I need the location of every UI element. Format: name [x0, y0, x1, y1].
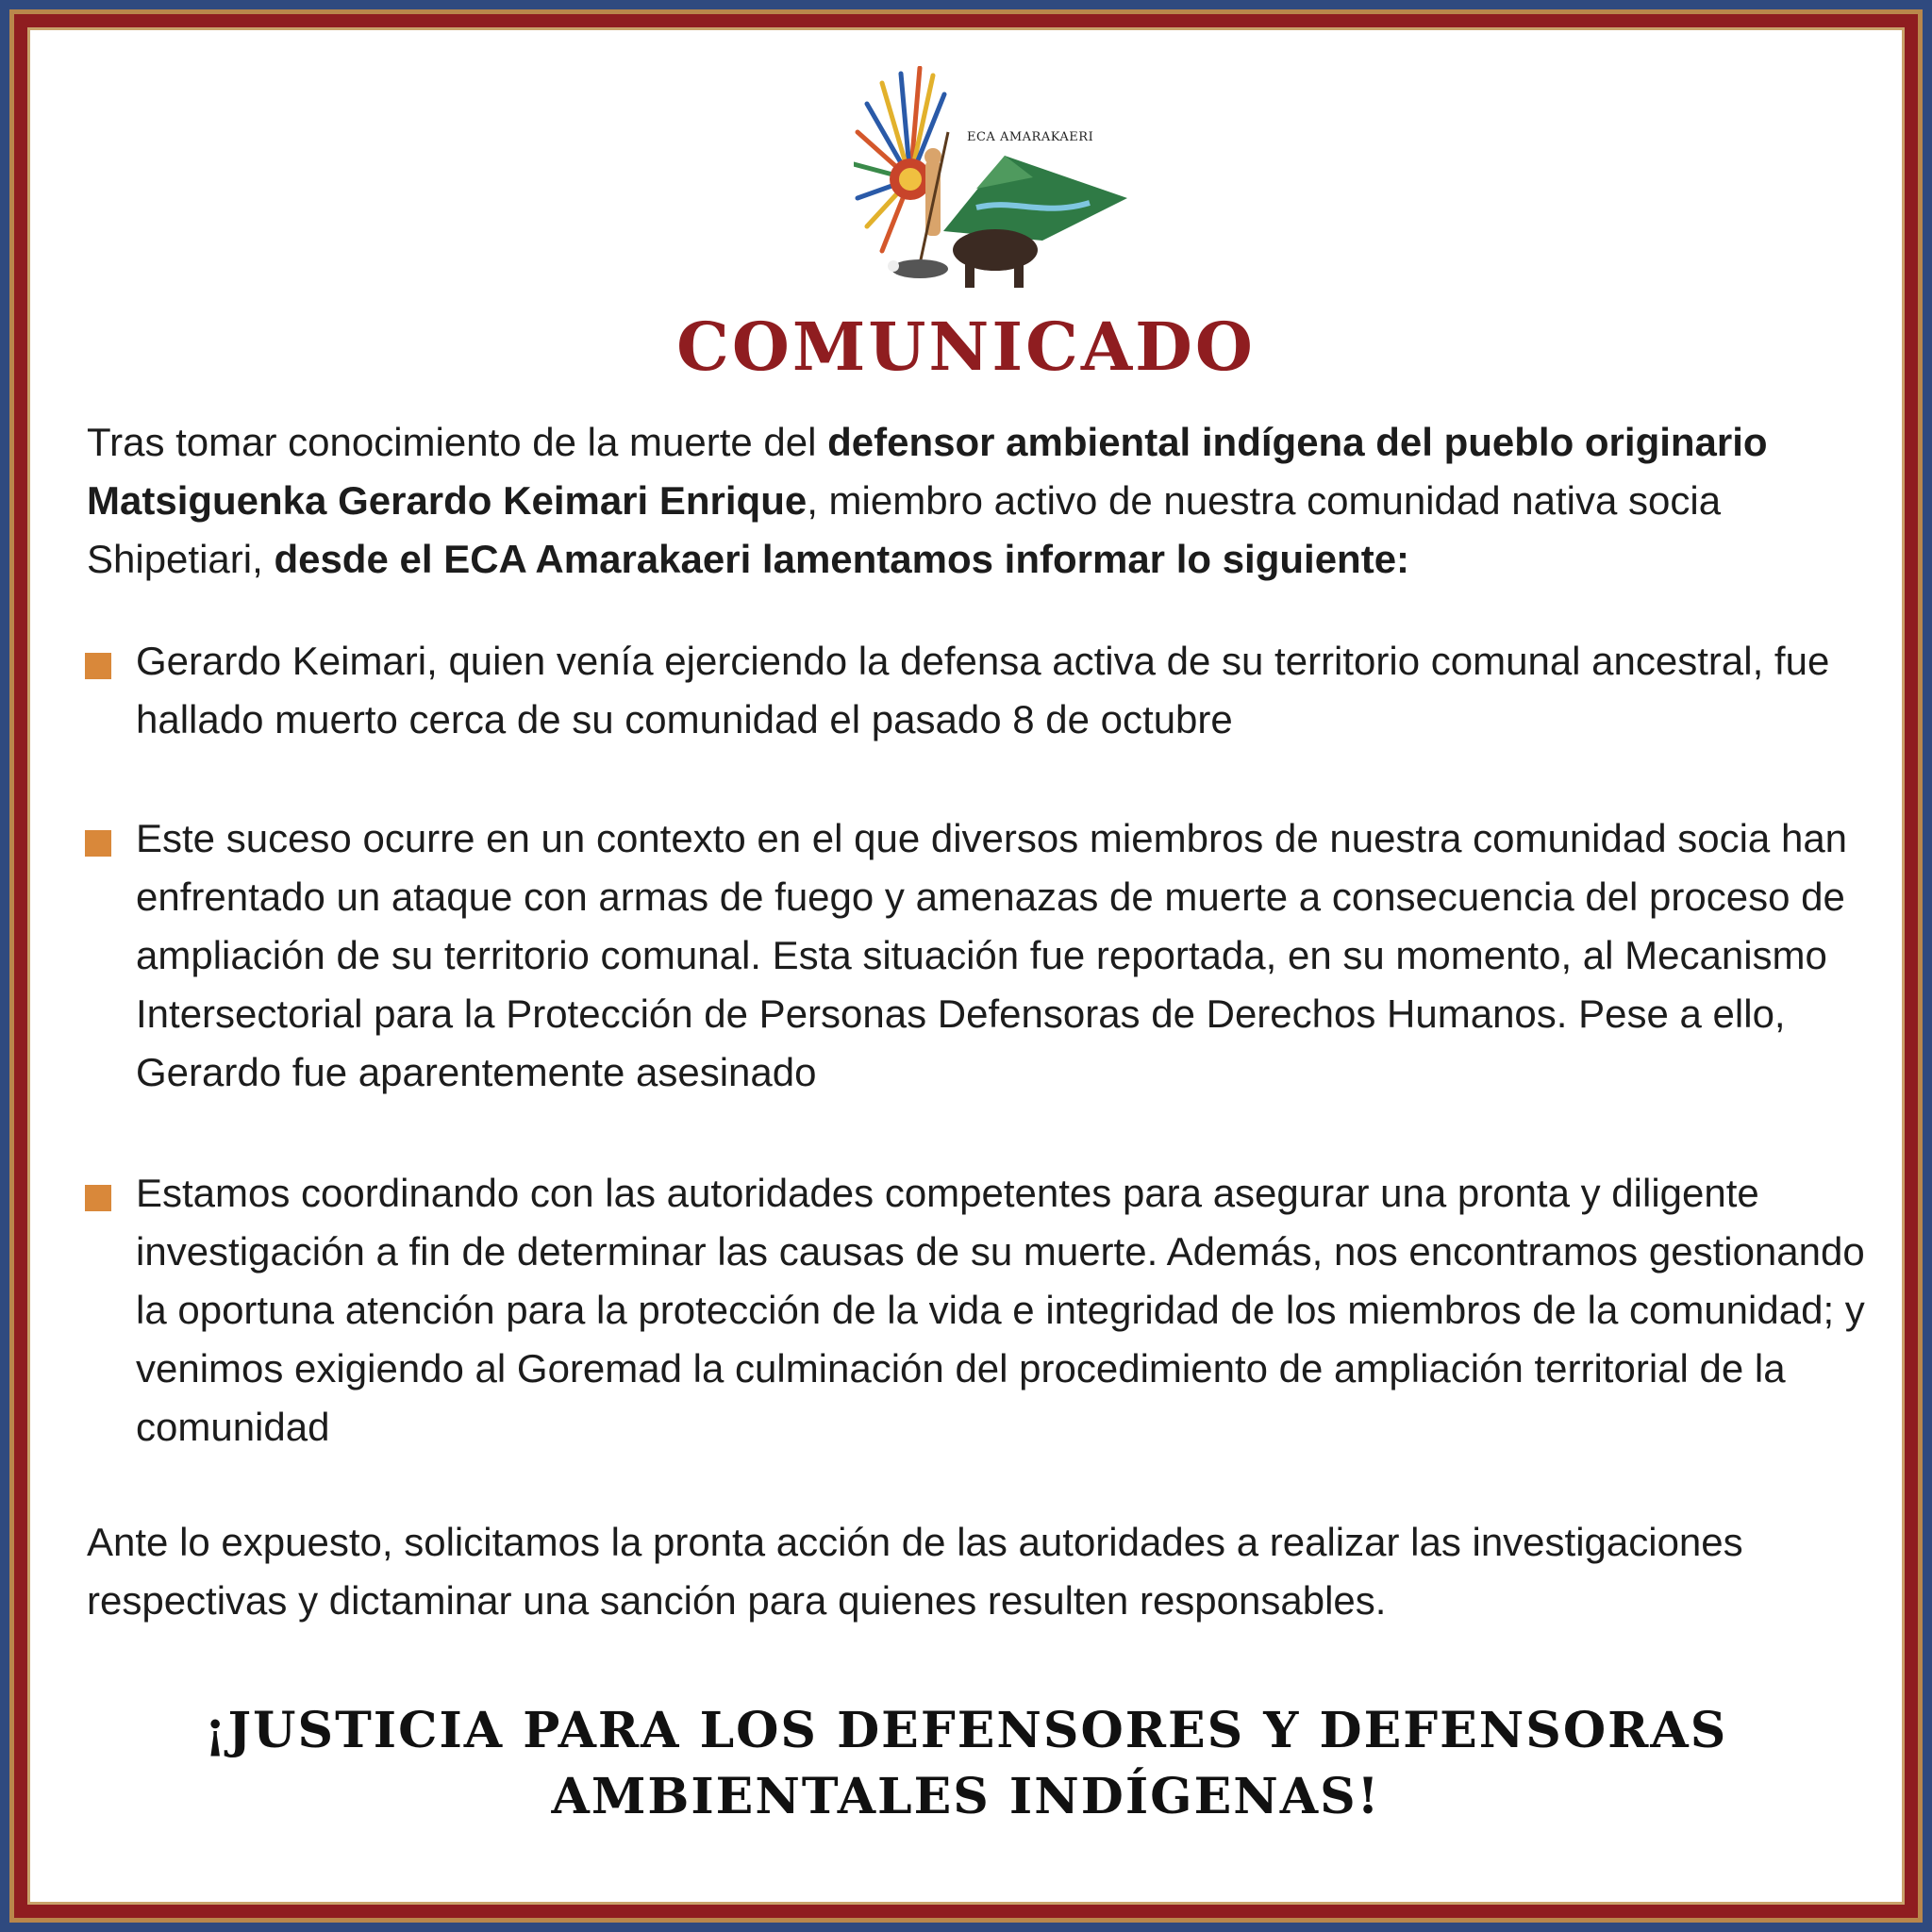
- bullet-square-icon: [85, 1185, 111, 1211]
- slogan: [9, 1698, 1923, 1830]
- logo-text: ECA AMARAKAERI: [967, 130, 1094, 144]
- list-item: Gerardo Keimari, quien venía ejerciendo la defensa activa de su territorio comunal ancestral, fue hallado muerto cerca de su comunidad el pasado 8 de octubre: [136, 639, 1830, 741]
- intro-bold-victim: defensor ambiental indígena del pueblo originario Matsiguenka Gerardo Keimari Enrique: [87, 420, 1768, 523]
- slogan-line-1: ¡JUSTICIA PARA LOS DEFENSORES Y DEFENSORAS: [204, 1702, 1728, 1759]
- slogan-line-2: AMBIENTALES INDÍGENAS!: [551, 1768, 1381, 1825]
- page-title: COMUNICADO: [676, 308, 1256, 386]
- closing-paragraph: Ante lo expuesto, solicitamos la pronta acción de las autoridades a realizar las investigaciones respectivas y dictaminar una sanción para quienes resulten responsables.: [87, 1520, 1743, 1623]
- intro-paragraph: [87, 413, 1898, 589]
- list-item: Estamos coordinando con las autoridades competentes para asegurar una pronta y diligente investigación a fin de determinar las causas de su muerte. Además, nos encontramos gestionando la oportuna atención para la protección de la vida e integridad de los miembros de la comunidad; y venimos exigiendo al Goremad la culminación del procedimiento de ampliación territorial de la comunidad: [136, 1171, 1865, 1449]
- eca-amarakaeri-emblem-icon: [854, 66, 1127, 292]
- intro-text: Tras tomar conocimiento de la muerte del: [87, 420, 828, 464]
- bullet-square-icon: [85, 653, 111, 679]
- bullet-square-icon: [85, 830, 111, 857]
- list-item: Este suceso ocurre en un contexto en el que diversos miembros de nuestra comunidad socia han enfrentado un ataque con armas de fuego y amenazas de muerte a consecuencia del proceso de ampliación de su territorio comunal. Esta situación fue reportada, en su momento, al Mecanismo Intersectorial para la Protección de Personas Defensoras de Derechos Humanos. Pese a ello, Gerardo fue aparentemente asesinado: [136, 816, 1848, 1094]
- intro-bold-statement: desde el ECA Amarakaeri lamentamos informar lo siguiente:: [274, 537, 1410, 581]
- intro-text-continued: , miembro activo de nuestra comunidad nativa socia Shipetiari,: [87, 478, 1722, 581]
